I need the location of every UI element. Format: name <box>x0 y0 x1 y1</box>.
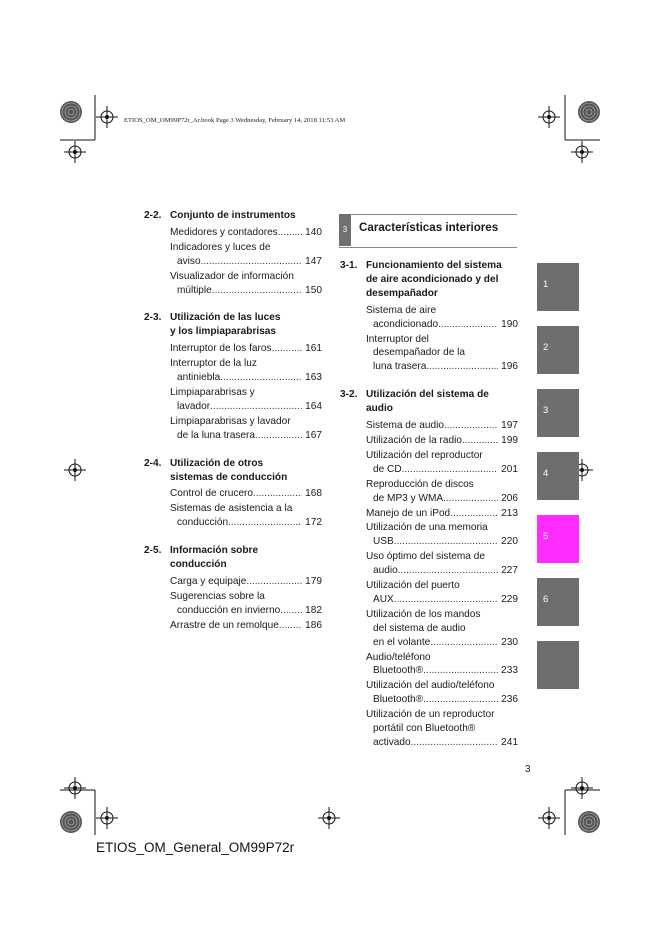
toc-entry[interactable] <box>170 415 322 443</box>
toc-page-number: 167 <box>305 429 322 441</box>
toc-entry-last-line <box>170 226 322 240</box>
toc-entry-text: activado <box>373 737 411 748</box>
color-target-icon <box>60 101 600 833</box>
toc-entry-line: Interruptor de la luz <box>170 358 257 370</box>
toc-page-number: 147 <box>305 255 322 267</box>
toc-entry-text: antiniebla <box>177 372 221 384</box>
toc-entry-last-line <box>366 463 518 477</box>
section-number: 2-2. <box>144 210 162 221</box>
toc-entry-line: Utilización de un reproductor <box>366 709 495 721</box>
leader-dots <box>210 400 302 414</box>
toc-entries <box>144 342 322 442</box>
toc-page-number: 186 <box>305 619 322 631</box>
toc-entry-last-line <box>366 419 518 433</box>
toc-entry-text: luna trasera <box>373 361 427 373</box>
section-title-line: Funcionamiento del sistema <box>366 260 502 271</box>
toc-page-number: 227 <box>501 565 518 577</box>
toc-entry[interactable] <box>366 708 518 750</box>
toc-entry-last-line <box>366 507 518 521</box>
print-header: ETIOS_OM_OM99P72r_Ar.book Page 3 Wednesday, February 14, 2018 11:53 AM <box>124 117 346 124</box>
toc-entry-last-line <box>170 575 322 589</box>
toc-entry-text: de MP3 y WMA <box>373 492 444 504</box>
toc-entry-last-line <box>366 434 518 448</box>
toc-entry-line: Sugerencias sobre la <box>170 590 265 602</box>
toc-entries <box>340 419 518 750</box>
toc-page-number: 182 <box>305 604 322 616</box>
toc-entry-last-line <box>366 636 518 650</box>
toc-entry[interactable] <box>366 521 518 549</box>
section-heading <box>144 311 322 339</box>
chapter-tab-7[interactable] <box>537 641 579 689</box>
leader-dots <box>411 736 499 750</box>
chapter-tab-4[interactable] <box>537 452 579 500</box>
toc-entry-text: Interruptor de los faros <box>170 343 272 355</box>
toc-entry-last-line <box>366 318 518 332</box>
toc-entry-text: en el volante <box>373 636 431 648</box>
chapter-tab-5[interactable] <box>537 515 579 563</box>
section-number: 3-1. <box>340 260 358 271</box>
toc-entry-last-line <box>366 360 518 374</box>
toc-entry-line: desempañador de la <box>373 347 466 359</box>
toc-entry-text: Utilización de la radio <box>366 434 462 446</box>
toc-entry-line: Sistema de aire <box>366 304 437 316</box>
toc-entry-last-line <box>366 736 518 750</box>
toc-entry-text: Control de crucero <box>170 488 254 500</box>
toc-entry-line: portátil con Bluetooth® <box>373 723 476 735</box>
section-title-line: desempañador <box>366 287 438 299</box>
toc-entry[interactable] <box>366 434 518 448</box>
leader-dots <box>394 535 498 549</box>
section-heading <box>144 457 322 485</box>
toc-entries <box>144 487 322 530</box>
leader-dots <box>394 593 498 607</box>
leader-dots <box>280 604 302 618</box>
toc-section <box>144 209 322 297</box>
toc-entry-line: Reproducción de discos <box>366 478 474 490</box>
toc-entry[interactable] <box>170 270 322 298</box>
toc-left-column <box>144 209 322 647</box>
toc-entry-text: conducción en invierno <box>177 604 281 616</box>
toc-entry-last-line <box>170 255 322 269</box>
chapter-tab-6[interactable] <box>537 578 579 626</box>
toc-entry-text: conducción <box>177 517 229 529</box>
toc-entry[interactable] <box>366 449 518 477</box>
chapter-tab-label: 4 <box>543 468 549 479</box>
toc-page-number: 230 <box>501 636 518 648</box>
toc-entry-text: Medidores y contadores <box>170 226 278 238</box>
leader-dots <box>278 226 302 240</box>
toc-entry-last-line <box>366 693 518 707</box>
section-title-line: y los limpiaparabrisas <box>170 326 277 338</box>
leader-dots <box>201 255 303 269</box>
toc-entry-text: aviso <box>177 255 201 267</box>
toc-entry[interactable] <box>170 487 322 501</box>
section-heading <box>340 259 518 301</box>
toc-section <box>340 259 518 374</box>
toc-entry-line: Utilización de una memoria <box>366 522 488 534</box>
toc-entry-text: AUX <box>373 593 394 605</box>
leader-dots <box>430 636 498 650</box>
toc-page-number: 164 <box>305 400 322 412</box>
toc-entry-text: Carga y equipaje <box>170 575 247 587</box>
toc-entry-line: Utilización de los mandos <box>366 608 481 620</box>
leader-dots <box>450 507 498 521</box>
toc-page-number: 206 <box>501 492 518 504</box>
leader-dots <box>402 463 499 477</box>
toc-entry-last-line <box>366 564 518 578</box>
toc-entry[interactable] <box>366 651 518 679</box>
toc-entry-line: Sistemas de asistencia a la <box>170 503 293 515</box>
page-number: 3 <box>525 764 531 775</box>
leader-dots <box>444 419 498 433</box>
toc-entry-last-line <box>170 604 322 618</box>
toc-page-number: 168 <box>305 488 322 500</box>
leader-dots <box>228 516 302 530</box>
toc-entry[interactable] <box>170 619 322 633</box>
section-title-text <box>170 209 322 223</box>
toc-entry-text: múltiple <box>177 284 212 296</box>
section-number: 2-4. <box>144 457 162 469</box>
toc-right-column <box>340 259 518 764</box>
toc-entry-last-line <box>170 516 322 530</box>
toc-entry-last-line <box>366 664 518 678</box>
toc-entries <box>340 304 518 375</box>
section-title-line: Utilización de otros <box>170 457 264 469</box>
toc-entry-last-line <box>366 492 518 506</box>
toc-entry[interactable] <box>170 502 322 530</box>
toc-entry-last-line <box>170 400 322 414</box>
leader-dots <box>423 693 498 707</box>
toc-entry-text: audio <box>373 565 398 577</box>
chapter-tab-label: 3 <box>543 405 549 416</box>
leader-dots <box>212 284 302 298</box>
section-number: 2-5. <box>144 545 162 557</box>
toc-entry-text: Bluetooth® <box>373 694 424 706</box>
toc-page-number: 213 <box>501 507 518 519</box>
toc-page-number: 179 <box>305 575 322 587</box>
toc-page-number: 140 <box>305 226 322 238</box>
toc-entry[interactable] <box>366 419 518 433</box>
toc-entry-last-line <box>170 487 322 501</box>
section-number: 2-3. <box>144 312 162 324</box>
toc-page-number: 163 <box>305 372 322 384</box>
toc-entry-line: Audio/teléfono <box>366 651 431 663</box>
toc-entry-text: Arrastre de un remolque <box>170 619 279 631</box>
toc-page-number: 196 <box>501 361 518 373</box>
section-title-text <box>170 544 322 572</box>
toc-entry-last-line <box>170 371 322 385</box>
leader-dots <box>438 318 498 332</box>
toc-entry-last-line <box>366 535 518 549</box>
leader-dots <box>426 360 498 374</box>
toc-entry[interactable] <box>366 333 518 375</box>
toc-page-number: 197 <box>501 420 518 432</box>
toc-page-number: 201 <box>501 463 518 475</box>
toc-entry[interactable] <box>366 304 518 332</box>
toc-entry[interactable] <box>366 608 518 650</box>
toc-entry[interactable] <box>170 357 322 385</box>
toc-entry-line: Utilización del reproductor <box>366 449 483 461</box>
toc-section <box>144 544 322 632</box>
toc-entry-last-line <box>170 284 322 298</box>
chapter-tab-label: 5 <box>543 531 549 542</box>
chapter-tab-label: 6 <box>543 594 549 605</box>
toc-entry-text: de CD <box>373 463 402 475</box>
toc-page-number: 190 <box>501 318 518 330</box>
toc-entry-line: Limpiaparabrisas y lavador <box>170 415 291 427</box>
section-title-line: Utilización de las luces <box>170 312 281 324</box>
toc-entry-text: Bluetooth® <box>373 665 424 677</box>
toc-entry-text: acondicionado <box>373 318 439 330</box>
toc-entry-line: Visualizador de información <box>170 270 294 282</box>
chapter-number: 3 <box>339 214 351 246</box>
toc-entries <box>144 575 322 633</box>
section-title-line: conducción <box>170 559 227 571</box>
toc-entry-line: del sistema de audio <box>373 622 466 634</box>
toc-entry[interactable] <box>170 575 322 589</box>
toc-entry-text: Sistema de audio <box>366 420 444 432</box>
toc-page-number: 233 <box>501 665 518 677</box>
leader-dots <box>253 487 302 501</box>
toc-page-number: 236 <box>501 694 518 706</box>
section-title-text <box>366 259 518 301</box>
toc-entry[interactable] <box>366 478 518 506</box>
toc-entry[interactable] <box>366 679 518 707</box>
toc-entry[interactable] <box>366 579 518 607</box>
leader-dots <box>398 564 498 578</box>
toc-entry-line: Interruptor del <box>366 333 429 345</box>
leader-dots <box>246 575 302 589</box>
section-title-line: Conjunto de instrumentos <box>170 210 296 221</box>
section-title-line: de aire acondicionado y del <box>366 273 499 285</box>
toc-entry-last-line <box>170 429 322 443</box>
section-heading <box>144 544 322 572</box>
toc-entry-line: Utilización del puerto <box>366 580 460 592</box>
toc-entry[interactable] <box>170 241 322 269</box>
toc-section <box>340 388 518 750</box>
toc-entry-line: Uso óptimo del sistema de <box>366 551 485 563</box>
chapter-tab-1[interactable] <box>537 263 579 311</box>
leader-dots <box>462 434 498 448</box>
leader-dots <box>279 619 302 633</box>
toc-page-number: 172 <box>305 517 322 529</box>
toc-entry[interactable] <box>366 550 518 578</box>
print-footer: ETIOS_OM_General_OM99P72r <box>96 840 295 855</box>
chapter-title: Características interiores <box>359 221 499 234</box>
section-title-line: sistemas de conducción <box>170 471 288 483</box>
toc-entry-line: Limpiaparabrisas y <box>170 386 255 398</box>
toc-section <box>144 311 322 442</box>
leader-dots <box>272 342 303 356</box>
toc-entry[interactable] <box>170 386 322 414</box>
chapter-tab-2[interactable] <box>537 326 579 374</box>
toc-entry-last-line <box>366 593 518 607</box>
toc-page-number: 161 <box>305 343 322 355</box>
toc-section <box>144 457 322 531</box>
leader-dots <box>443 492 498 506</box>
toc-page-number: 229 <box>501 593 518 605</box>
toc-entry[interactable] <box>170 226 322 240</box>
toc-entry[interactable] <box>170 342 322 356</box>
section-title-text <box>366 388 518 416</box>
toc-entries <box>144 226 322 298</box>
section-number: 3-2. <box>340 389 358 401</box>
toc-page-number: 241 <box>501 737 518 748</box>
chapter-tab-label: 2 <box>543 342 549 353</box>
toc-entry-line: Indicadores y luces de <box>170 241 271 253</box>
section-title-text <box>170 311 322 339</box>
toc-entry-text: USB <box>373 536 394 548</box>
leader-dots <box>423 664 498 678</box>
toc-entry-line: Utilización del audio/teléfono <box>366 680 495 692</box>
section-title-line: Información sobre <box>170 545 259 557</box>
toc-entry-text: Manejo de un iPod <box>366 507 451 519</box>
section-heading <box>340 388 518 416</box>
section-title-line: audio <box>366 403 393 415</box>
section-heading <box>144 209 322 223</box>
section-title-text <box>170 457 322 485</box>
leader-dots <box>220 371 302 385</box>
toc-page-number: 150 <box>305 284 322 296</box>
chapter-tab-3[interactable] <box>537 389 579 437</box>
toc-entry-last-line <box>170 619 322 633</box>
section-title-line: Utilización del sistema de <box>366 389 489 401</box>
chapter-tab-label: 1 <box>543 279 549 290</box>
toc-entry-text: lavador <box>177 400 211 412</box>
toc-entry-last-line <box>170 342 322 356</box>
toc-entry[interactable] <box>366 507 518 521</box>
toc-page-number: 199 <box>501 434 518 446</box>
toc-entry-text: de la luna trasera <box>177 429 255 441</box>
toc-page-number: 220 <box>501 536 518 548</box>
leader-dots <box>255 429 302 443</box>
toc-entry[interactable] <box>170 590 322 618</box>
